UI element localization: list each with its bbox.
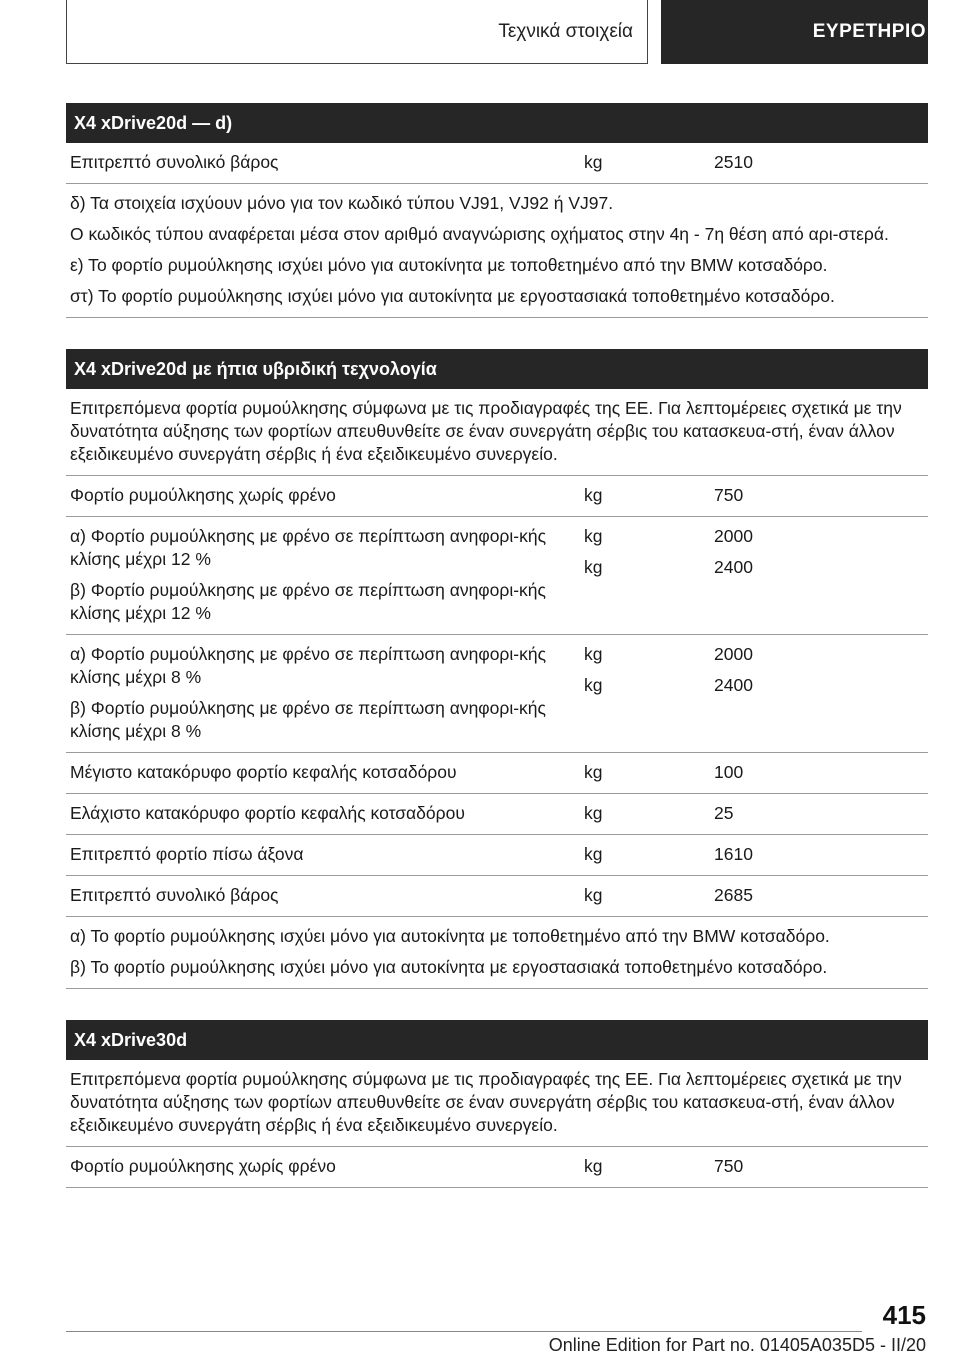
edition-footer: Online Edition for Part no. 01405A035D5 - II/20 <box>548 1335 926 1355</box>
row-label-line: α) Φορτίο ρυμούλκησης με φρένο σε περίπτωση ανηφορι-κής κλίσης μέχρι 12 % <box>70 526 547 569</box>
footnote: δ) Τα στοιχεία ισχύουν μόνο για τον κωδικό τύπου VJ91, VJ92 ή VJ97. <box>70 193 614 213</box>
row-value: 750 <box>714 1156 744 1176</box>
table-row <box>66 143 928 184</box>
row-unit: kg <box>584 803 603 823</box>
table-row <box>66 794 928 835</box>
footnote: στ) Το φορτίο ρυμούλκησης ισχύει μόνο για αυτοκίνητα με εργοστασιακά τοποθετημένο κοτσαδόρο. <box>70 286 835 306</box>
row-label: Ελάχιστο κατακόρυφο φορτίο κεφαλής κοτσαδόρου <box>70 803 465 823</box>
spec-content <box>66 103 928 1219</box>
row-label-line: α) Φορτίο ρυμούλκησης με φρένο σε περίπτωση ανηφορι-κής κλίσης μέχρι 8 % <box>70 644 547 687</box>
row-unit-line: kg <box>584 526 603 546</box>
row-value <box>714 643 928 743</box>
row-value: 25 <box>714 803 734 823</box>
footnotes <box>66 184 928 318</box>
row-label: Φορτίο ρυμούλκησης χωρίς φρένο <box>70 1156 336 1176</box>
section-title: X4 xDrive20d — d) <box>66 103 928 143</box>
chapter-tab[interactable] <box>66 0 648 64</box>
row-value: 1610 <box>714 844 753 864</box>
row-unit-line: kg <box>584 675 603 695</box>
page-number: 415 <box>882 1300 926 1330</box>
footnotes <box>66 917 928 989</box>
row-value: 750 <box>714 485 744 505</box>
chapter-title: Τεχνικά στοιχεία <box>498 20 633 42</box>
row-value-line: 2000 <box>714 644 753 664</box>
row-label: Επιτρεπτό συνολικό βάρος <box>70 152 279 172</box>
row-value: 100 <box>714 762 744 782</box>
row-unit: kg <box>584 485 603 505</box>
row-unit-line: kg <box>584 644 603 664</box>
index-tab[interactable] <box>661 0 928 64</box>
row-label-line: β) Φορτίο ρυμούλκησης με φρένο σε περίπτωση ανηφορι-κής κλίσης μέχρι 8 % <box>70 698 546 741</box>
section-intro: Επιτρεπόμενα φορτία ρυμούλκησης σύμφωνα με τις προδιαγραφές της ΕΕ. Για λεπτομέρειες σχετικά με την δυνατότητα αύξησης των φορτίων απευθυνθείτε σε έναν συνεργάτη σέρβις του κατασκευα-στή, έναν άλλον εξειδικευμένο συνεργάτη σέρβις ή ένα εξειδικευμένο συνεργείο. <box>66 389 928 476</box>
table-row <box>66 1147 928 1188</box>
row-value-line: 2000 <box>714 526 753 546</box>
row-label: Επιτρεπτό φορτίο πίσω άξονα <box>70 844 304 864</box>
section-title: X4 xDrive20d με ήπια υβριδική τεχνολογία <box>66 349 928 389</box>
row-unit-line: kg <box>584 557 603 577</box>
row-label-line: β) Φορτίο ρυμούλκησης με φρένο σε περίπτωση ανηφορι-κής κλίσης μέχρι 12 % <box>70 580 546 623</box>
row-label: Φορτίο ρυμούλκησης χωρίς φρένο <box>70 485 336 505</box>
index-tab-label: ΕΥΡΕΤΗΡΙΟ <box>812 21 926 42</box>
row-label <box>66 643 584 743</box>
row-label: Επιτρεπτό συνολικό βάρος <box>70 885 279 905</box>
row-unit <box>584 643 714 743</box>
row-label <box>66 525 584 625</box>
row-value: 2510 <box>714 152 753 172</box>
row-unit: kg <box>584 152 603 172</box>
footnote: β) Το φορτίο ρυμούλκησης ισχύει μόνο για αυτοκίνητα με εργοστασιακά τοποθετημένο κοτσαδόρο. <box>70 957 828 977</box>
section-intro: Επιτρεπόμενα φορτία ρυμούλκησης σύμφωνα με τις προδιαγραφές της ΕΕ. Για λεπτομέρειες σχετικά με την δυνατότητα αύξησης των φορτίων απευθυνθείτε σε έναν συνεργάτη σέρβις του κατασκευα-στή, έναν άλλον εξειδικευμένο συνεργάτη σέρβις ή ένα εξειδικευμένο συνεργείο. <box>66 1060 928 1147</box>
table-row <box>66 517 928 635</box>
section-x4-xdrive20d-mild-hybrid <box>66 349 928 989</box>
footnote: α) Το φορτίο ρυμούλκησης ισχύει μόνο για αυτοκίνητα με τοποθετημένο από την BMW κοτσαδόρο. <box>70 926 830 946</box>
table-row <box>66 835 928 876</box>
section-title: X4 xDrive30d <box>66 1020 928 1060</box>
row-value: 2685 <box>714 885 753 905</box>
row-unit: kg <box>584 1156 603 1176</box>
footer-divider <box>66 1331 862 1332</box>
row-unit: kg <box>584 762 603 782</box>
row-unit <box>584 525 714 625</box>
row-unit: kg <box>584 844 603 864</box>
table-row <box>66 635 928 753</box>
table-row <box>66 753 928 794</box>
section-x4-xdrive20d-d <box>66 103 928 318</box>
row-unit: kg <box>584 885 603 905</box>
row-label: Μέγιστο κατακόρυφο φορτίο κεφαλής κοτσαδόρου <box>70 762 457 782</box>
row-value-line: 2400 <box>714 557 753 577</box>
table-row <box>66 476 928 517</box>
footnote: Ο κωδικός τύπου αναφέρεται μέσα στον αριθμό αναγνώρισης οχήματος στην 4η - 7η θέση από αρι-στερά. <box>70 224 889 244</box>
section-x4-xdrive30d <box>66 1020 928 1188</box>
footnote: ε) Το φορτίο ρυμούλκησης ισχύει μόνο για αυτοκίνητα με τοποθετημένο από την BMW κοτσαδόρο. <box>70 255 828 275</box>
row-value <box>714 525 928 625</box>
table-row <box>66 876 928 917</box>
row-value-line: 2400 <box>714 675 753 695</box>
